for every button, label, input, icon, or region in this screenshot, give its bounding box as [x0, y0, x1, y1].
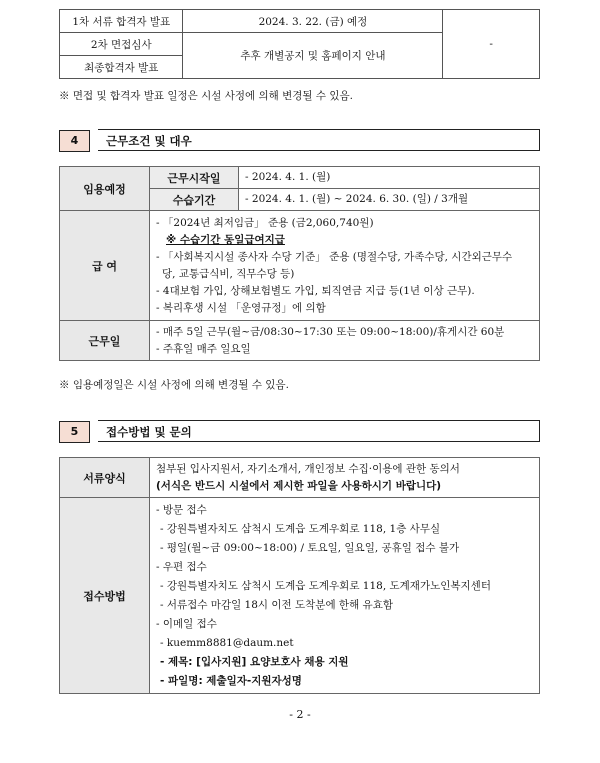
section-number: 5	[59, 421, 90, 443]
method-line: - 이메일 접수	[156, 617, 217, 630]
schedule-side-value: -	[443, 10, 540, 79]
section-number: 4	[59, 130, 90, 152]
method-line: - 평일(월~금 09:00~18:00) / 토요일, 일요일, 공휴일 접수 불가	[160, 541, 460, 554]
work-days-content	[150, 321, 540, 361]
method-line: - 파일명: 제출일자-지원자성명	[160, 674, 302, 687]
salary-line: - 「2024년 최저임금」 준용 (금2,060,740원)	[156, 217, 374, 229]
method-line: - 서류접수 마감일 18시 이전 도착분에 한해 유효함	[160, 598, 393, 611]
work-days-label: 근무일	[60, 321, 150, 361]
schedule-label: 2차 면접심사	[60, 33, 183, 56]
schedule-value: 2024. 3. 22. (금) 예정	[183, 10, 443, 33]
schedule-label: 1차 서류 합격자 발표	[60, 10, 183, 33]
salary-content	[150, 211, 540, 321]
method-label: 접수방법	[60, 498, 150, 694]
appointment-note: ※ 임용예정일은 시설 사정에 의해 변경될 수 있음.	[59, 379, 289, 391]
salary-line: - 「사회복지시설 종사자 수당 기준」 준용 (명절수당, 가족수당, 시간외근무수	[156, 251, 513, 263]
method-line: - 우편 접수	[156, 560, 207, 573]
salary-line: ※ 수습기간 동일급여지급	[166, 234, 285, 246]
start-date-value: - 2024. 4. 1. (월)	[239, 167, 540, 189]
schedule-table	[59, 9, 540, 79]
section-title: 근무조건 및 대우	[98, 129, 540, 151]
training-period-label: 수습기간	[150, 189, 239, 211]
documents-label: 서류양식	[60, 458, 150, 498]
application-table	[59, 457, 540, 694]
appointment-label: 임용예정	[60, 167, 150, 211]
page-number: - 2 -	[289, 708, 311, 721]
schedule-merged-value: 추후 개별공지 및 홈페이지 안내	[183, 33, 443, 79]
method-line: - 강원특별자치도 삼척시 도계읍 도계우회로 118, 1층 사무실	[160, 522, 441, 535]
section-title: 접수방법 및 문의	[98, 420, 540, 442]
method-line: - 방문 접수	[156, 503, 207, 516]
method-content	[150, 498, 540, 694]
email-address[interactable]: - kuemm8881@daum.net	[160, 636, 294, 649]
schedule-label: 최종합격자 발표	[60, 56, 183, 79]
documents-line: 첨부된 입사지원서, 자기소개서, 개인정보 수집·이용에 관한 동의서	[156, 462, 460, 475]
work-days-line: - 주휴일 매주 일요일	[156, 342, 251, 355]
documents-line: (서식은 반드시 시설에서 제시한 파일을 사용하시기 바랍니다)	[156, 479, 442, 492]
salary-line: 당, 교통급식비, 직무수당 등)	[162, 268, 295, 280]
schedule-note: ※ 면접 및 합격자 발표 일정은 시설 사정에 의해 변경될 수 있음.	[59, 90, 353, 102]
documents-content	[150, 458, 540, 498]
method-line: - 강원특별자치도 삼척시 도계읍 도계우회로 118, 도계재가노인복지센터	[160, 579, 491, 592]
training-period-value: - 2024. 4. 1. (월) ~ 2024. 6. 30. (일) / 3개월	[239, 189, 540, 211]
salary-label: 급 여	[60, 211, 150, 321]
salary-line: - 4대보험 가입, 상해보험별도 가입, 퇴직연금 지급 등(1년 이상 근무).	[156, 285, 475, 297]
work-days-line: - 매주 5일 근무(월~금/08:30~17:30 또는 09:00~18:00)/휴게시간 60분	[156, 325, 505, 338]
work-conditions-table	[59, 166, 540, 361]
method-line: - 제목: [입사지원] 요양보호사 채용 지원	[160, 655, 349, 668]
salary-line: - 복리후생 시설 「운영규정」에 의함	[156, 302, 326, 314]
start-date-label: 근무시작일	[150, 167, 239, 189]
